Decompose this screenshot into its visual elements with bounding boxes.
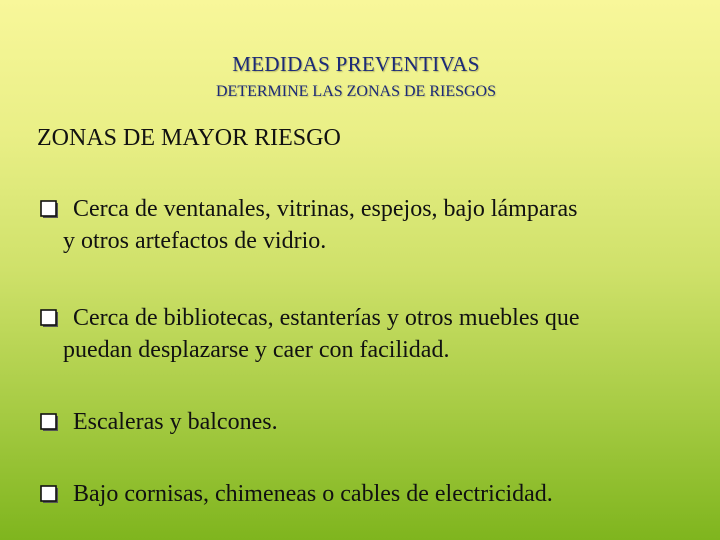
hollow-square-bullet-icon — [40, 200, 59, 219]
bullet-item-cornisas — [40, 478, 680, 510]
bullet-text-line1: Cerca de ventanales, vitrinas, espejos, bajo lámparas — [73, 196, 578, 222]
bullet-text-line1: Bajo cornisas, chimeneas o cables de electricidad. — [73, 481, 553, 507]
section-heading: ZONAS DE MAYOR RIESGO — [37, 125, 341, 151]
hollow-square-bullet-icon — [40, 309, 59, 328]
bullet-text-line2: y otros artefactos de vidrio. — [63, 228, 327, 254]
title-block — [0, 50, 712, 104]
bullet-text-line1: Cerca de bibliotecas, estanterías y otros muebles que — [73, 305, 580, 331]
bullet-item-bibliotecas — [40, 302, 680, 366]
bullet-text-line1: Escaleras y balcones. — [73, 409, 278, 435]
bullet-item-escaleras — [40, 406, 680, 438]
hollow-square-bullet-icon — [40, 413, 59, 432]
slide-subtitle: DETERMINE LAS ZONAS DE RIESGOS — [216, 83, 496, 100]
hollow-square-bullet-icon — [40, 485, 59, 504]
bullet-text-line2: puedan desplazarse y caer con facilidad. — [63, 337, 450, 363]
slide-title: MEDIDAS PREVENTIVAS — [232, 52, 480, 76]
bullet-item-ventanales — [40, 193, 680, 257]
